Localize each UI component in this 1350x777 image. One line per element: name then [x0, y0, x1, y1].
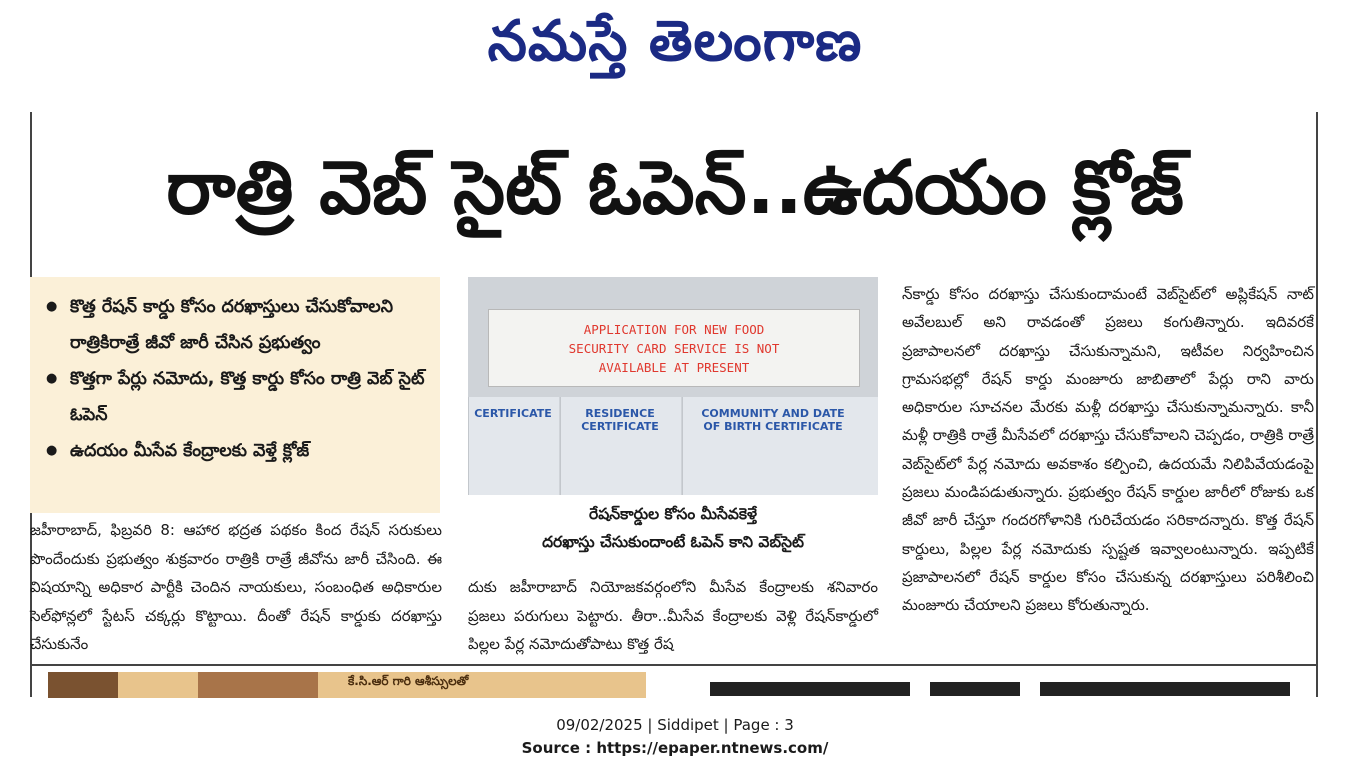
highlight-item: ● ఉదయం మీసేవ కేంద్రాలకు వెళ్తే క్లోజ్ — [40, 433, 430, 469]
headline-fragment — [710, 682, 910, 696]
page-footer — [0, 714, 1350, 760]
masthead — [0, 0, 1350, 86]
article-column-2: దుకు జహీరాబాద్ నియోజకవర్గంలోని మీసేవ కేంద్రాలకు శనివారం ప్రజలు పరుగులు పెట్టారు. తీరా..మీసేవ కేంద్రాలకు వెళ్లి రేషన్‌కార్డులో పిల్లల పేర్ల నమోదుతోపాటు కొత్త రేష — [468, 578, 878, 654]
article-column-3: న్‌కార్డు కోసం దరఖాస్తు చేసుకుందామంటే వెబ్‌సైట్‌లో అప్లికేషన్ నాట్ అవేలబుల్ అని రావడంతో ప్రజలు కంగుతిన్నారు. ఇదివరకే ప్రజాపాలనలో దరఖాస్తు చేసుకున్నామని, ఇటీవల నిర్వహించిన గ్రామసభల్లో రేషన్ కార్డు మంజూరు జాబితాలో పేర్లు రాని వారు అధికారుల సూచనల మేరకు మళ్లీ దరఖాస్తు చేసుకున్నామన్నారు. కానీ మళ్లీ రాత్రికి రాత్రే మీసేవలో దరఖాస్తు చేసుకోవాలని చెప్పడం, రాత్రికి రాత్రే వెబ్‌సైట్‌లో పేర్ల నమోదు అవకాశం కల్పించి, ఉదయమే నిలిపివేయడంపై ప్రజలు మండిపడుతున్నారు. ప్రభుత్వం రేషన్ కార్డుల జారీలో రోజుకు ఒక జీవో జారీ చేస్తూ గందరగోళానికి గురిచేయడం సరికాదన్నారు. కొత్త రేషన్ కార్డులు, పిల్లల పేర్ల నమోదుకు స్పష్టత ఇవ్వాలంటున్నారు. ఇప్పటికే ప్రజాపాలనలో రేషన్ కార్డుల కోసం చేసుకున్న దరఖాస్తులు పరిశీలించి మంజూరు చేయాలని ప్రజలు కోరుతున్నారు. — [902, 285, 1314, 615]
banner-line: SECURITY CARD SERVICE IS NOT — [568, 341, 780, 356]
tile-label: CERTIFICATE — [474, 407, 552, 420]
tile-label: COMMUNITY AND DATE OF BIRTH CERTIFICATE — [701, 407, 845, 433]
website-error-banner — [488, 309, 860, 387]
headline-fragment — [1040, 682, 1290, 696]
highlights-box — [30, 277, 440, 513]
highlight-item: ● కొత్త రేషన్ కార్డు కోసం దరఖాస్తులు చేసుకోవాలని రాత్రికిరాత్రే జీవో జారీ చేసిన ప్రభుత్వం — [40, 289, 430, 361]
highlight-item: ● కొత్తగా పేర్లు నమోదు, కొత్త కార్డు కోసం రాత్రి వెబ్ సైట్ ఓపెన్ — [40, 361, 430, 433]
article-divider — [30, 664, 1318, 666]
edition-info: 09/02/2025 | Siddipet | Page : 3 — [556, 716, 794, 734]
photo-figure — [48, 672, 118, 698]
next-article-photo — [48, 672, 646, 698]
banner-line: APPLICATION FOR NEW FOOD — [583, 322, 765, 337]
photo-banner-text: కే.సి.ఆర్ గారి ఆశీస్సులతో — [348, 674, 469, 688]
article-photo — [468, 277, 878, 495]
caption-line: దరఖాస్తు చేసుకుందాంటే ఓపెన్ కాని వెబ్‌సైట్ — [542, 533, 804, 551]
newspaper-logo: నమస్తే తెలంగాణ — [487, 8, 863, 74]
article-column-1: జహీరాబాద్, ఫిబ్రవరి 8: ఆహార భద్రత పథకం కింద రేషన్ సరుకులు పొందేందుకు ప్రభుత్వం శుక్రవారం రాత్రికి రాత్రే జీవోను జారీ చేసింది. ఈ విషయాన్ని అధికార పార్టీకి చెందిన నాయకులు, సంబంధిత అధికారుల సెల్‌ఫోన్లలో స్టేటస్ చక్కర్లు కొట్టాయి. దీంతో రేషన్ కార్డుకు దరఖాస్తు చేసుకునేం — [30, 521, 442, 654]
photo-caption — [468, 500, 878, 556]
caption-line: రేషన్‌కార్డుల కోసం మీసేవకెళ్తే — [589, 505, 757, 523]
article-headline: రాత్రి వెబ్ సైట్ ఓపెన్..ఉదయం క్లోజ్ — [166, 145, 1184, 231]
photo-figure — [198, 672, 318, 698]
next-article-headline — [670, 672, 1316, 698]
banner-line: AVAILABLE AT PRESENT — [598, 360, 750, 375]
headline-fragment — [930, 682, 1020, 696]
source-link[interactable]: Source : https://epaper.ntnews.com/ — [521, 739, 829, 757]
tile-label: RESIDENCE CERTIFICATE — [581, 407, 659, 433]
